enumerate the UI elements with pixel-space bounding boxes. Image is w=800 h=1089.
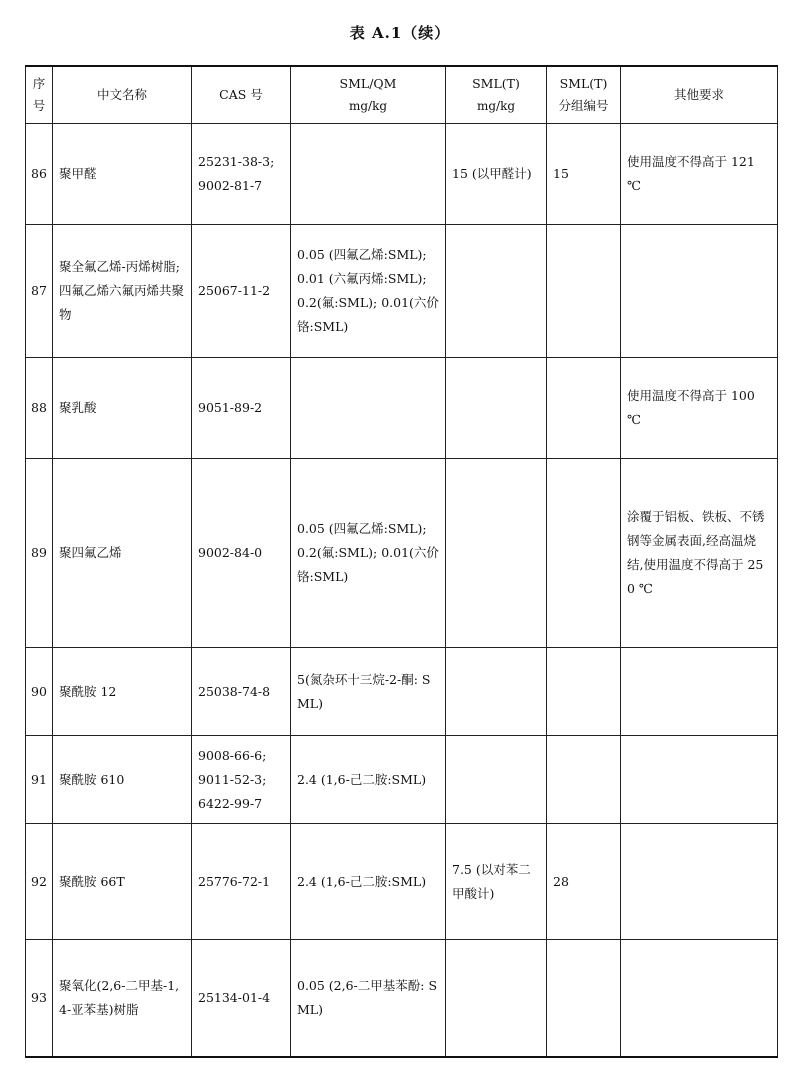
cas-line: 25776-72-1 (198, 873, 271, 889)
substance-table (25, 65, 778, 1058)
cas-line: 9011-52-3; (198, 771, 267, 787)
cas-line: 25067-11-2 (198, 283, 271, 298)
cell-no: 92 (26, 824, 53, 940)
cell-sml-qm: 0.05 (四氟乙烯:SML); 0.01 (六氟丙烯:SML); 0.2(氟:SML); 0.01(六价铬:SML) (291, 225, 446, 358)
header-sml-qm-label: SML/QM (339, 76, 397, 91)
cell-cas (192, 225, 291, 358)
cell-group (547, 736, 621, 824)
cell-cas (192, 736, 291, 824)
header-group-sub: 分组编号 (558, 98, 609, 113)
cell-cas (192, 124, 291, 225)
cas-line: 9002-84-0 (198, 545, 263, 560)
cas-line: 25038-74-8 (198, 683, 271, 699)
cell-no: 93 (26, 940, 53, 1057)
cell-sml-qm: 2.4 (1,6-己二胺:SML) (291, 736, 446, 824)
cas-line: 9002-81-7 (198, 178, 263, 193)
table-row (26, 824, 778, 940)
cell-sml-qm (291, 358, 446, 459)
cell-sml-qm (291, 124, 446, 225)
cell-group (547, 648, 621, 736)
cell-no: 88 (26, 358, 53, 459)
cell-group: 28 (547, 824, 621, 940)
cell-sml-qm: 0.05 (2,6-二甲基苯酚: SML) (291, 940, 446, 1057)
header-group-label: SML(T) (559, 76, 608, 91)
header-cas: CAS 号 (192, 66, 291, 124)
cell-name: 聚酰胺 66T (53, 824, 192, 940)
cas-line: 25231-38-3; (198, 154, 275, 169)
cell-other (621, 736, 778, 824)
cell-group (547, 358, 621, 459)
header-sml-qm (291, 66, 446, 124)
cell-other: 使用温度不得高于 121 ℃ (621, 124, 778, 225)
table-row (26, 124, 778, 225)
cas-line: 25134-01-4 (198, 989, 271, 1005)
header-row (26, 66, 778, 124)
cell-no: 86 (26, 124, 53, 225)
cell-cas (192, 648, 291, 736)
cell-cas (192, 358, 291, 459)
cell-group (547, 459, 621, 648)
cell-name: 聚乳酸 (53, 358, 192, 459)
cell-cas (192, 459, 291, 648)
cell-sml-t (446, 940, 547, 1057)
header-name: 中文名称 (53, 66, 192, 124)
cell-other (621, 225, 778, 358)
table-row (26, 648, 778, 736)
table-row (26, 225, 778, 358)
cell-group: 15 (547, 124, 621, 225)
header-sml-t-label: SML(T) (472, 76, 520, 91)
cell-cas (192, 940, 291, 1057)
cell-name: 聚氧化(2,6-二甲基-1,4-亚苯基)树脂 (53, 940, 192, 1057)
cell-no: 90 (26, 648, 53, 736)
header-other: 其他要求 (621, 66, 778, 124)
cell-sml-t: 7.5 (以对苯二甲酸计) (446, 824, 547, 940)
cell-other: 使用温度不得高于 100 ℃ (621, 358, 778, 459)
header-sml-t (446, 66, 547, 124)
cas-line: 6422-99-7 (198, 795, 263, 811)
table-row (26, 736, 778, 824)
cas-line: 9008-66-6; (198, 747, 267, 763)
cell-no: 89 (26, 459, 53, 648)
cell-other: 涂覆于铝板、铁板、不锈钢等金属表面,经高温烧结,使用温度不得高于 250 ℃ (621, 459, 778, 648)
table-title: 表 A.1（续） (349, 24, 451, 42)
table-row (26, 459, 778, 648)
cas-line: 9051-89-2 (198, 400, 263, 415)
cell-name: 聚全氟乙烯-丙烯树脂;四氟乙烯六氟丙烯共聚物 (53, 225, 192, 358)
cell-sml-qm: 0.05 (四氟乙烯:SML); 0.2(氟:SML); 0.01(六价铬:SML) (291, 459, 446, 648)
cell-sml-qm: 2.4 (1,6-己二胺:SML) (291, 824, 446, 940)
cell-sml-t (446, 736, 547, 824)
cell-group (547, 225, 621, 358)
cell-name: 聚四氟乙烯 (53, 459, 192, 648)
cell-name: 聚酰胺 610 (53, 736, 192, 824)
header-sml-qm-unit: mg/kg (348, 99, 388, 113)
cell-sml-t (446, 225, 547, 358)
table-row (26, 358, 778, 459)
cell-other (621, 648, 778, 736)
header-no: 序号 (26, 66, 53, 124)
table-row (26, 940, 778, 1057)
cell-cas (192, 824, 291, 940)
cell-no: 87 (26, 225, 53, 358)
header-sml-t-unit: mg/kg (476, 99, 516, 113)
header-group (547, 66, 621, 124)
cell-sml-t: 15 (以甲醛计) (446, 124, 547, 225)
cell-other (621, 824, 778, 940)
cell-other (621, 940, 778, 1057)
cell-name: 聚甲醛 (53, 124, 192, 225)
cell-no: 91 (26, 736, 53, 824)
cell-sml-qm: 5(氮杂环十三烷-2-酮: SML) (291, 648, 446, 736)
cell-sml-t (446, 648, 547, 736)
cell-sml-t (446, 358, 547, 459)
cell-sml-t (446, 459, 547, 648)
cell-name: 聚酰胺 12 (53, 648, 192, 736)
cell-group (547, 940, 621, 1057)
